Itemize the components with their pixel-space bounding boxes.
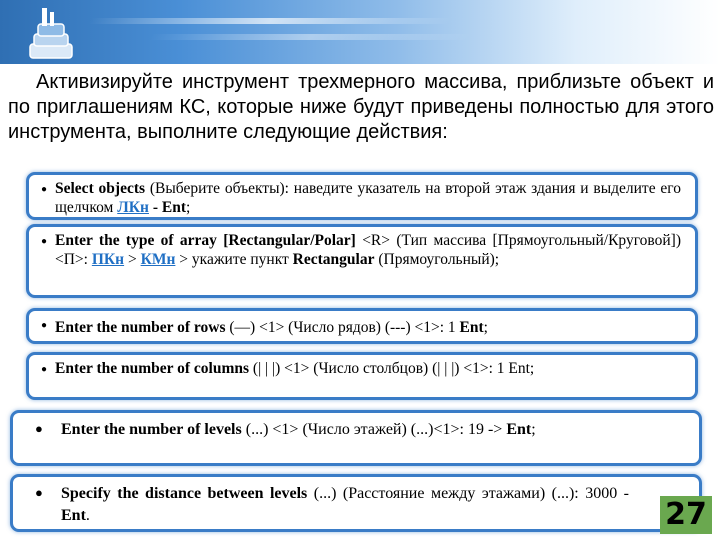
step-command: Select objects <box>55 180 146 197</box>
step-link-kmn[interactable]: КМн <box>140 251 176 268</box>
step-text: > укажите пункт <box>175 251 293 268</box>
header-stripe <box>88 18 451 24</box>
bullet-icon: ● <box>41 236 48 247</box>
step-command: Enter the number of rows <box>55 319 226 336</box>
step-distance-between-levels <box>10 474 702 532</box>
step-select-objects <box>26 172 698 220</box>
step-text: ; <box>186 199 191 216</box>
step-key: - Ent <box>148 199 187 216</box>
step-command: Enter the type of array [Rectangular/Polar] <box>55 232 356 249</box>
step-type-of-array <box>26 224 698 298</box>
step-text: ; <box>531 421 536 438</box>
bullet-icon: ● <box>41 320 48 331</box>
header-stripe <box>148 34 471 40</box>
bullet-icon: ● <box>41 364 48 375</box>
step-text: > <box>124 251 141 268</box>
step-text: (Выберите объекты): наведите указатель на второй этаж здания и выделите его щелчком <box>55 180 681 216</box>
step-key: Ent <box>61 507 86 524</box>
step-command: Enter the number of levels <box>61 421 242 438</box>
step-key: Ent <box>506 421 532 438</box>
page-number-badge: 27 <box>660 496 712 534</box>
step-text: (—) <1> (Число рядов) (---) <1>: 1 <box>225 319 460 336</box>
step-command: Specify the distance between levels <box>61 485 308 502</box>
step-option: Rectangular <box>292 251 375 268</box>
step-key: Ent <box>459 319 484 336</box>
step-text: (...) (Расстояние между этажами) (...): 3000 - <box>307 485 629 502</box>
step-text: (| | |) <1> (Число столбцов) (| | |) <1>: 1 Ent; <box>249 360 535 377</box>
step-text: (...) <1> (Число этажей) (...)<1>: 19 -> <box>241 421 507 438</box>
step-number-of-levels <box>10 410 702 466</box>
step-text: . <box>85 507 90 524</box>
step-text: ; <box>483 319 488 336</box>
step-link-pkn[interactable]: ПКн <box>91 251 125 268</box>
header-band <box>0 0 720 64</box>
bullet-icon: ● <box>35 421 43 436</box>
step-number-of-rows <box>26 308 698 344</box>
step-command: Enter the number of columns <box>55 360 250 377</box>
bullet-icon: ● <box>41 184 48 195</box>
step-text: (Прямоугольный); <box>374 251 500 268</box>
bullet-icon: ● <box>35 485 43 500</box>
step-link-lkn[interactable]: ЛКн <box>117 199 149 216</box>
step-text: <R> (Тип массива [Прямоугольный/Круговой]) <П>: <box>55 232 682 268</box>
intro-paragraph: Активизируйте инструмент трехмерного массива, приблизьте объект и по приглашениям КС, которые ниже будут приведены полностью для этого инструмента, выполните следующие действия: <box>8 71 714 143</box>
logo-icon <box>28 4 74 62</box>
step-number-of-columns <box>26 352 698 400</box>
